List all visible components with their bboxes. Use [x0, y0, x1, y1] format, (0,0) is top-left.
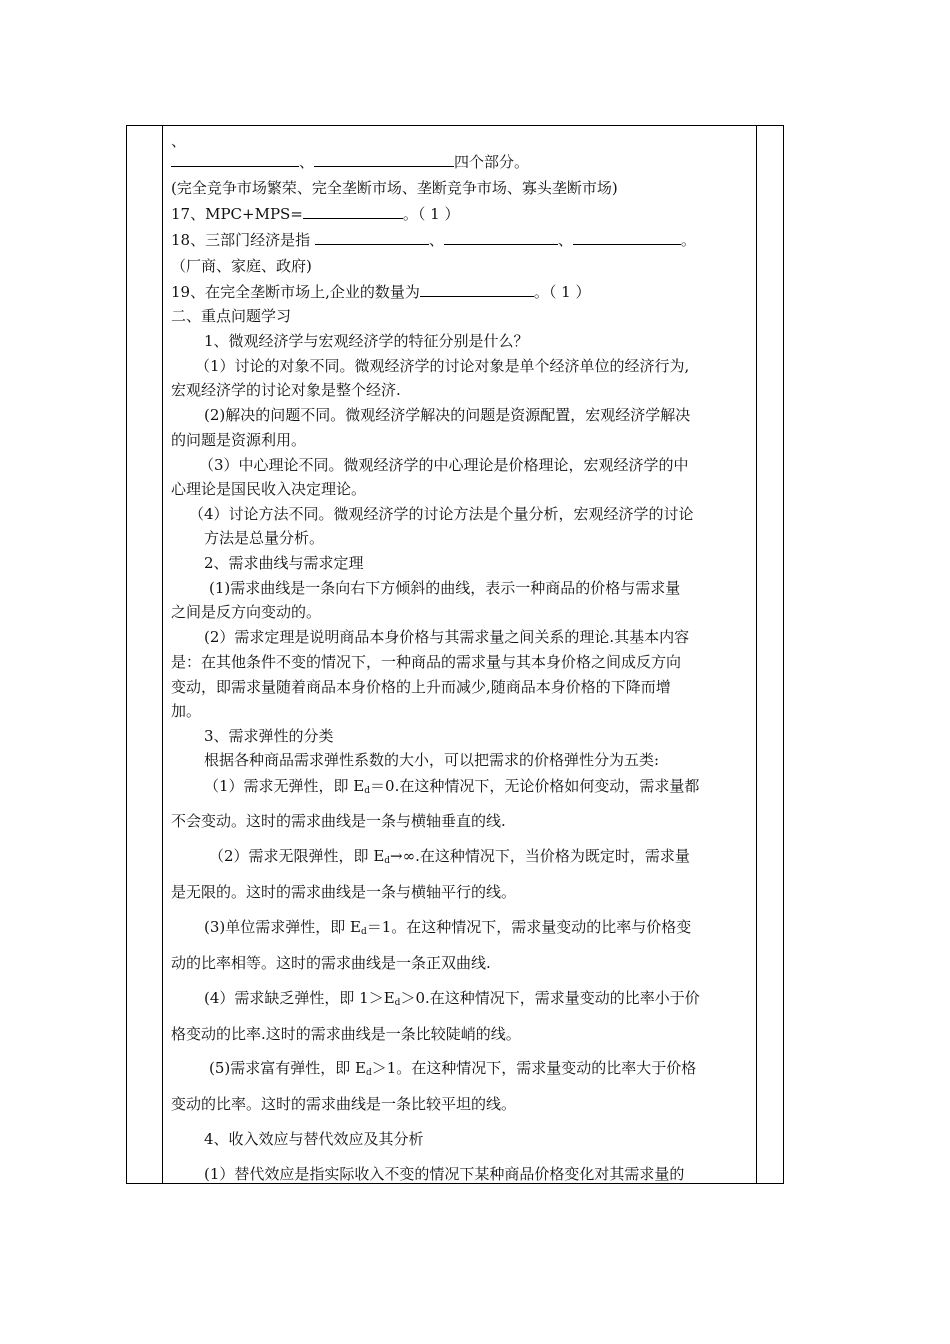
section-heading: 二、重点问题学习	[171, 307, 292, 325]
paragraph-line: 之间是反方向变动的。	[171, 603, 322, 621]
elasticity-type-line: (5)需求富有弹性，即 $E_d>1$。在这种情况下，需求量变动的比率大于价格	[209, 1059, 697, 1078]
paragraph-line: 根据各种商品需求弹性系数的大小，可以把需求的价格弹性分为五类:	[204, 751, 660, 769]
paragraph-line: (2)解决的问题不同。微观经济学解决的问题是资源配置，宏观经济学解决	[204, 406, 691, 424]
paragraph-line: 动的比率相等。这时的需求曲线是一条正双曲线.	[171, 954, 491, 972]
answer-blank[interactable]	[314, 152, 454, 167]
answer-blank[interactable]	[420, 282, 534, 297]
paragraph-line: 是：在其他条件不变的情况下，一种商品的需求量与其本身价格之间成反方向	[171, 653, 682, 671]
paragraph-line: （4）讨论方法不同。微观经济学的讨论方法是个量分析，宏观经济学的讨论	[189, 505, 694, 523]
paragraph-line: (2）需求定理是说明商品本身价格与其需求量之间关系的理论.其基本内容	[204, 628, 690, 646]
answer-blank[interactable]	[303, 204, 403, 219]
answer-blank[interactable]	[171, 152, 299, 167]
topic-title: 1、微观经济学与宏观经济学的特征分别是什么？	[204, 332, 529, 350]
question-19: 19、在完全垄断市场上,企业的数量为 。（ 1 ）	[171, 283, 591, 301]
topic-title: 4、收入效应与替代效应及其分析	[204, 1130, 424, 1148]
paragraph-line: 心理论是国民收入决定理论。	[171, 480, 367, 498]
elasticity-type-line: （2）需求无限弹性，即 $E_d\to\infty$.在这种情况下，当价格为既定时，需求量	[209, 847, 690, 866]
paragraph-line: (1）替代效应是指实际收入不变的情况下某种商品价格变化对其需求量的	[204, 1165, 685, 1183]
table-column-divider-left	[162, 125, 163, 1184]
topic-title: 3、需求弹性的分类	[204, 727, 334, 745]
paragraph-line: 格变动的比率.这时的需求曲线是一条比较陡峭的线。	[171, 1025, 521, 1043]
elasticity-type-line: （1）需求无弹性，即 $E_d=0$.在这种情况下，无论价格如何变动，需求量都	[204, 777, 700, 796]
fill-in-line: 、 四个部分。	[171, 152, 529, 174]
paragraph-line: 变动，即需求量随着商品本身价格的上升而减少,随商品本身价格的下降而增	[171, 678, 671, 696]
paragraph-line: 加。	[171, 702, 202, 720]
paragraph-line: 是无限的。这时的需求曲线是一条与横轴平行的线。	[171, 883, 517, 901]
answer-blank[interactable]	[315, 230, 429, 245]
answer-blank[interactable]	[573, 230, 681, 245]
elasticity-type-line: (4）需求缺乏弹性，即 $1>E_d>0$.在这种情况下，需求量变动的比率小于价	[204, 989, 700, 1008]
question-17: 17、MPC+MPS= 。（ 1 ）	[171, 205, 460, 223]
answer-line: (完全竞争市场繁荣、完全垄断市场、垄断竞争市场、寡头垄断市场)	[171, 179, 618, 197]
text-line: 、	[171, 132, 187, 150]
paragraph-line: 变动的比率。这时的需求曲线是一条比较平坦的线。	[171, 1095, 517, 1113]
paragraph-line: 的问题是资源利用。	[171, 431, 307, 449]
table-column-divider-right	[756, 125, 757, 1184]
paragraph-line: 方法是总量分析。	[204, 529, 325, 547]
paragraph-line: （3）中心理论不同。微观经济学的中心理论是价格理论，宏观经济学的中	[199, 456, 689, 474]
answer-blank[interactable]	[444, 230, 558, 245]
question-18: 18、三部门经济是指 、 、 。	[171, 231, 696, 249]
paragraph-line: 不会变动。这时的需求曲线是一条与横轴垂直的线.	[171, 812, 506, 830]
topic-title: 2、需求曲线与需求定理	[204, 554, 364, 572]
elasticity-type-line: (3)单位需求弹性，即 $E_d=1$。在这种情况下，需求量变动的比率与价格变	[204, 918, 692, 937]
paragraph-line: （1）讨论的对象不同。微观经济学的讨论对象是单个经济单位的经济行为,	[195, 357, 690, 375]
paragraph-line: 宏观经济学的讨论对象是整个经济.	[171, 381, 401, 399]
paragraph-line: (1)需求曲线是一条向右下方倾斜的曲线，表示一种商品的价格与需求量	[209, 579, 681, 597]
answer-line: （厂商、家庭、政府)	[171, 257, 312, 275]
